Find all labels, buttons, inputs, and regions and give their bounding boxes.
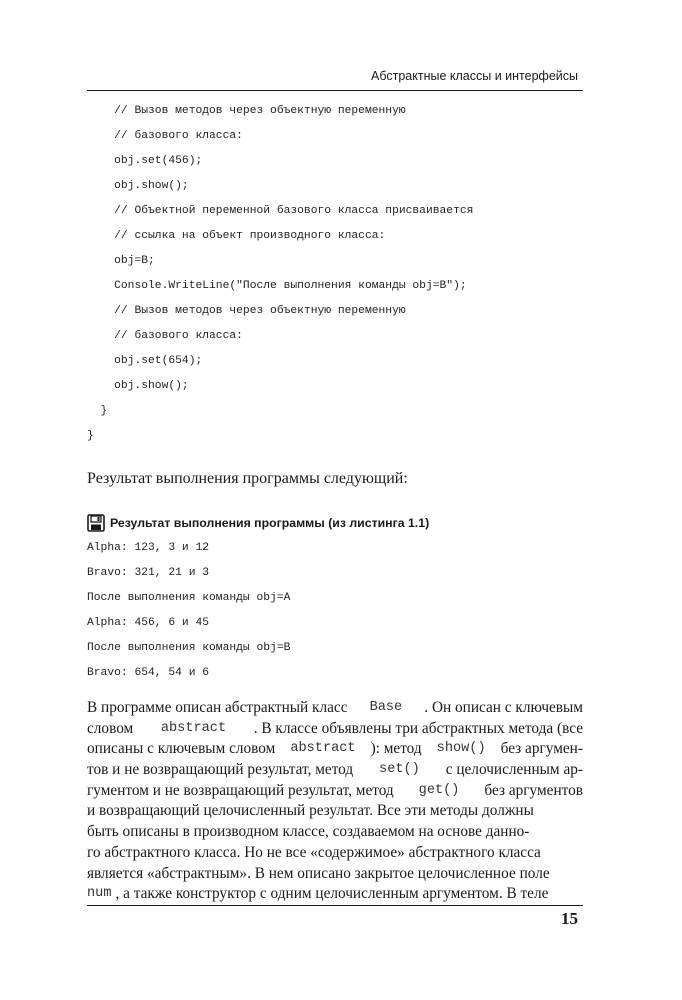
paragraph-line	[87, 760, 583, 781]
code-line: obj.show();	[87, 380, 189, 392]
text-fragment: , а также конструктор с одним целочисленным аргументом. В теле	[115, 885, 549, 903]
running-header-title: Абстрактные классы и интерфейсы	[371, 69, 578, 83]
paragraph-line	[87, 698, 583, 719]
text-fragment: без аргумен-	[500, 740, 583, 758]
output-line: После выполнения команды obj=A	[87, 592, 291, 604]
output-line: Alpha: 123, 3 и 12	[87, 542, 210, 554]
text-fragment: ): метод	[370, 740, 422, 758]
code-line: // базового класса:	[87, 330, 243, 342]
code-line: obj.show();	[87, 180, 189, 192]
text-fragment: с целочисленным ар-	[445, 761, 583, 779]
text-fragment: В программе описан абстрактный класс	[87, 699, 348, 716]
text-fragment: . В классе объявлены три абстрактных метода (все	[253, 719, 583, 737]
code-line: // Вызов методов через объектную переменную	[87, 105, 406, 117]
paragraph-line	[87, 864, 583, 885]
code-line: obj.set(456);	[87, 155, 203, 167]
page-number: 15	[561, 909, 578, 928]
paragraph-line	[87, 781, 583, 802]
output-line: Bravo: 321, 21 и 3	[87, 567, 210, 579]
body-paragraph	[87, 698, 583, 905]
footer-rule	[87, 905, 583, 906]
text-fragment: тов и не возвращающий результат, метод	[87, 761, 354, 779]
text-fragment: является «абстрактным». В нем описано закрытое целочисленное поле	[87, 864, 550, 882]
text-fragment: без аргументов	[484, 781, 583, 799]
output-line: Bravo: 654, 54 и 6	[87, 667, 210, 679]
paragraph-line	[87, 801, 583, 822]
code-line: // ссылка на объект производного класса:	[87, 230, 386, 242]
inline-code: get()	[418, 782, 460, 798]
intro-text: Результат выполнения программы следующий:	[87, 470, 408, 487]
text-fragment: и возвращающий целочисленный результат. Все эти методы должны	[87, 802, 534, 820]
inline-code: abstract	[290, 741, 356, 757]
code-line: }	[87, 430, 94, 442]
text-fragment: го абстрактного класса. Но не все «содержимое» абстрактного класса	[87, 843, 541, 861]
paragraph-line	[87, 843, 583, 864]
text-fragment: словом	[87, 719, 134, 737]
code-line: obj.set(654);	[87, 355, 203, 367]
inline-code: Base	[369, 700, 403, 715]
text-fragment: . Он описан с ключевым	[424, 699, 583, 716]
output-line: Alpha: 456, 6 и 45	[87, 617, 210, 629]
paragraph-line	[87, 739, 583, 760]
code-line: }	[87, 405, 108, 417]
paragraph-line	[87, 884, 583, 905]
floppy-disk-icon	[87, 514, 105, 532]
result-heading-text: Результат выполнения программы (из листинга 1.1)	[110, 516, 430, 530]
text-fragment: гументом и не возвращающий результат, метод	[87, 781, 394, 799]
header-rule	[87, 90, 583, 91]
inline-code: num	[87, 886, 112, 902]
code-line: Console.WriteLine("После выполнения команды obj=B");	[87, 280, 467, 292]
inline-code: abstract	[160, 720, 227, 736]
text-fragment: быть описаны в производном классе, создаваемом на основе данно-	[87, 823, 530, 841]
code-line: obj=B;	[87, 255, 155, 267]
code-line: // базового класса:	[87, 130, 243, 142]
inline-code: show()	[436, 741, 486, 757]
paragraph-line	[87, 719, 583, 740]
output-line: После выполнения команды obj=B	[87, 642, 291, 654]
inline-code: set()	[379, 762, 420, 778]
paragraph-line	[87, 822, 583, 843]
code-line: // Вызов методов через объектную переменную	[87, 305, 406, 317]
text-fragment: описаны с ключевым словом	[87, 740, 276, 758]
code-line: // Объектной переменной базового класса присваивается	[87, 205, 474, 217]
result-heading	[87, 514, 429, 532]
